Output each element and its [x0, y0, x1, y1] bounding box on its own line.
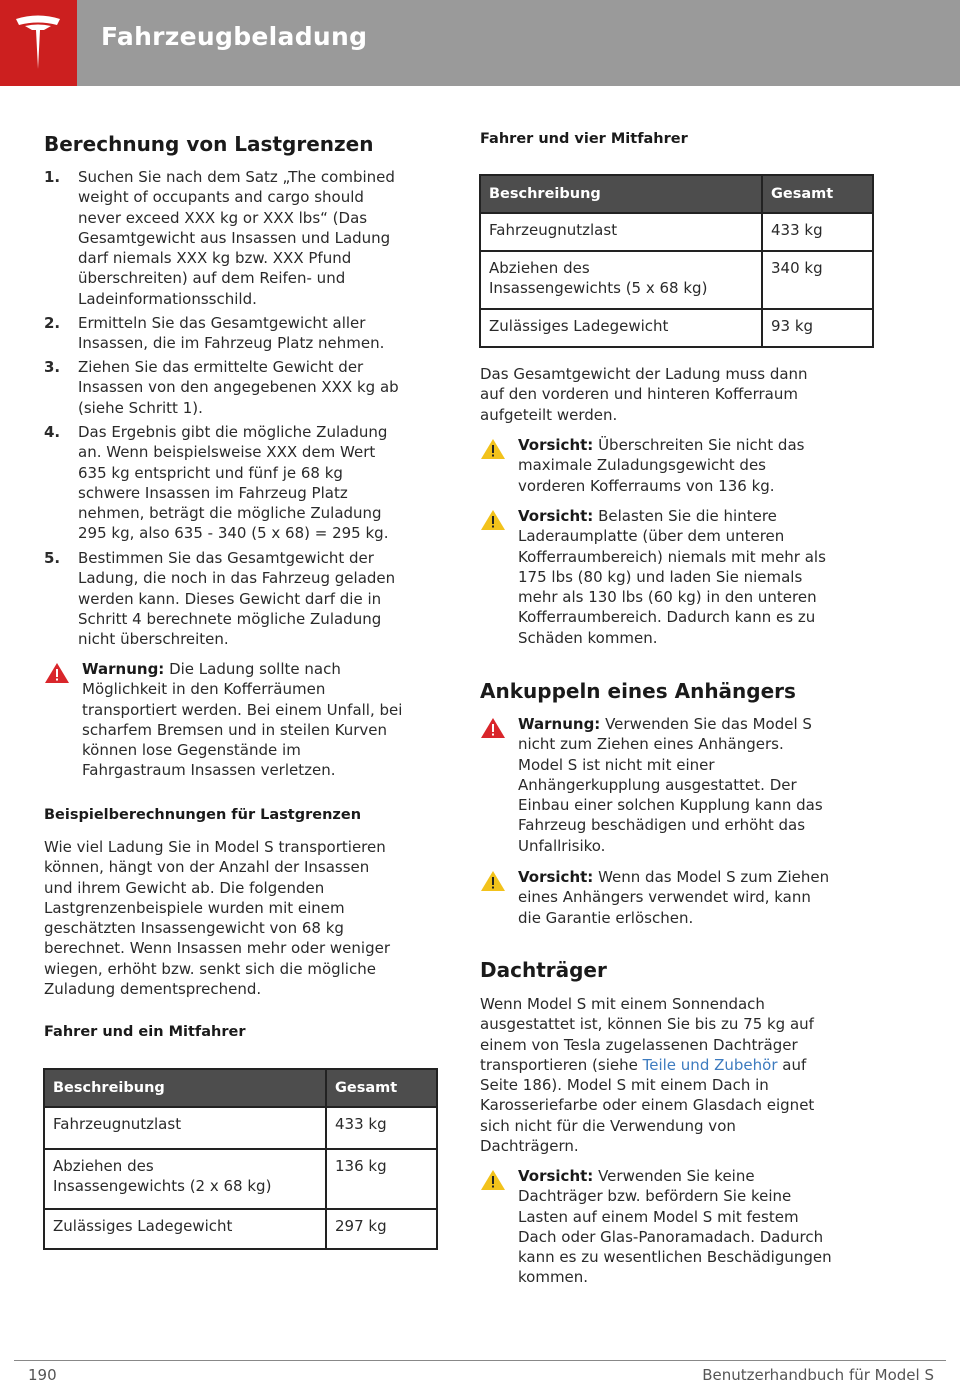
caution-label: Vorsicht:	[518, 1167, 594, 1185]
step-text	[78, 422, 444, 544]
caution-line: eines Anhängers verwendet wird, kann	[518, 888, 811, 907]
paragraph-text: transportieren (siehe	[480, 1055, 643, 1074]
cell-description	[480, 213, 762, 251]
cell-line: Fahrzeugnutzlast	[53, 1115, 182, 1133]
warning-line: Einbau einer solchen Kupplung kann das	[518, 796, 823, 815]
table-two-occupants	[43, 1068, 438, 1250]
step-text	[78, 357, 444, 418]
caution-line: Belasten Sie die hintere	[593, 507, 777, 525]
step-line: 635 kg entspricht und fünf je 68 kg	[78, 463, 343, 482]
step-line: Ermitteln Sie das Gesamtgewicht aller	[78, 314, 366, 332]
paragraph-line: Lastgrenzenbeispiele wurden mit einem	[44, 898, 345, 917]
step-number: 3.	[44, 358, 61, 376]
caution-text	[518, 867, 829, 928]
caution-icon	[480, 870, 506, 892]
step-line: Ziehen Sie das ermittelte Gewicht der	[78, 358, 364, 376]
paragraph-line: berechnet. Wenn Insassen mehr oder weniger	[44, 939, 390, 958]
subheading-examples: Beispielberechnungen für Lastgrenzen	[44, 807, 362, 823]
footer-divider	[14, 1360, 946, 1361]
column-header-total: Gesamt	[762, 175, 873, 213]
caution-line: die Garantie erlöschen.	[518, 908, 694, 927]
step-line: nicht überschreiten.	[78, 630, 229, 649]
step-text	[78, 313, 444, 354]
warning-line: Fahrzeug beschädigen und erhöht das	[518, 816, 806, 835]
warning-line: Möglichkeit in den Kofferräumen	[82, 680, 326, 699]
table-row	[44, 1107, 437, 1149]
footer-title: Benutzerhandbuch für Model S	[702, 1366, 934, 1384]
paragraph-line: ausgestattet ist, können Sie bis zu 75 kg auf	[480, 1015, 814, 1034]
cell-line: Insassengewichts (5 x 68 kg)	[489, 279, 708, 298]
table-row	[480, 251, 873, 309]
step-line: (siehe Schritt 1).	[78, 398, 203, 417]
caution-text	[518, 435, 804, 496]
step-line: Insassen von den angegebenen XXX kg ab	[78, 378, 399, 397]
caution-line: Verwenden Sie keine	[593, 1167, 755, 1185]
section-heading-roof-rack: Dachträger	[480, 958, 607, 982]
caution-line: Laderaumplatte (über dem unteren	[518, 527, 785, 546]
paragraph-line: und ihrem Gewicht ab. Die folgenden	[44, 878, 325, 897]
section-heading-trailer: Ankuppeln eines Anhängers	[480, 679, 796, 703]
warning-line: Verwenden Sie das Model S	[600, 715, 812, 733]
step-line: überschreiten) auf dem Reifen- und	[78, 269, 346, 288]
caution-text	[518, 1166, 832, 1288]
column-header-description: Beschreibung	[480, 175, 762, 213]
step-line: never exceed XXX kg or XXX lbs“ (Das	[78, 208, 368, 227]
cell-description	[44, 1209, 326, 1249]
warning-label: Warnung:	[82, 660, 165, 678]
table-row	[44, 1209, 437, 1249]
cell-total: 93 kg	[762, 309, 873, 347]
caution-label: Vorsicht:	[518, 507, 594, 525]
caution-line: Dachträger bzw. befördern Sie keine	[518, 1187, 792, 1206]
table-header-row	[480, 175, 873, 213]
cell-description	[44, 1149, 326, 1209]
step-number: 4.	[44, 423, 61, 441]
step-line: darf niemals XXX kg bzw. XXX Pfund	[78, 249, 352, 268]
caution-line: kann es zu wesentlichen Beschädigungen	[518, 1248, 832, 1267]
cell-line: Zulässiges Ladegewicht	[53, 1217, 233, 1235]
paragraph-line: Wie viel Ladung Sie in Model S transportieren	[44, 838, 386, 856]
paragraph-line: einem von Tesla zugelassenen Dachträger	[480, 1035, 798, 1054]
caution-line: mehr als 130 lbs (60 kg) in den unteren	[518, 588, 817, 607]
warning-icon	[480, 717, 506, 739]
step-number: 5.	[44, 549, 61, 567]
cell-total: 340 kg	[762, 251, 873, 309]
warning-line: scharfem Bremsen und in steilen Kurven	[82, 720, 387, 739]
table-heading-five-occupants: Fahrer und vier Mitfahrer	[480, 131, 688, 147]
table-five-occupants	[479, 174, 874, 348]
tesla-logo	[0, 0, 77, 86]
cell-line: Fahrzeugnutzlast	[489, 221, 618, 239]
cell-total: 433 kg	[762, 213, 873, 251]
table-row	[480, 213, 873, 251]
cell-total: 433 kg	[326, 1107, 437, 1149]
cell-total: 297 kg	[326, 1209, 437, 1249]
paragraph-line: aufgeteilt werden.	[480, 405, 618, 424]
cell-description	[44, 1107, 326, 1149]
paragraph-line: wiegen, erhöht bzw. senkt sich die mögliche	[44, 959, 376, 978]
caution-line: Lasten auf einem Model S mit festem	[518, 1207, 799, 1226]
paragraph-line: geschätzten Insassengewicht von 68 kg	[44, 919, 344, 938]
step-line: Bestimmen Sie das Gesamtgewicht der	[78, 549, 374, 567]
warning-line: Anhängerkupplung ausgestattet. Der	[518, 775, 797, 794]
caution-icon	[480, 438, 506, 460]
caution-line: Wenn das Model S zum Ziehen	[593, 868, 830, 886]
step-line: Ladung, die noch in das Fahrzeug geladen	[78, 569, 396, 588]
cell-line: Abziehen des	[53, 1157, 154, 1175]
paragraph-line: sich nicht für die Verwendung von	[480, 1116, 736, 1135]
section-heading-load-limits: Berechnung von Lastgrenzen	[44, 132, 374, 156]
step-line: Schritt 4 berechnete mögliche Zuladung	[78, 609, 382, 628]
step-line: an. Wenn beispielsweise XXX dem Wert	[78, 443, 376, 462]
caution-line: Kofferraumbereich. Dadurch kann es zu	[518, 608, 816, 627]
warning-line: Die Ladung sollte nach	[164, 660, 341, 678]
cell-description	[480, 309, 762, 347]
step-line: Suchen Sie nach dem Satz „The combined	[78, 168, 395, 186]
table-heading-two-occupants: Fahrer und ein Mitfahrer	[44, 1024, 246, 1040]
page-title: Fahrzeugbeladung	[101, 22, 368, 51]
cell-line: Insassengewichts (2 x 68 kg)	[53, 1177, 272, 1196]
caution-icon	[480, 1169, 506, 1191]
step-line: Ladeinformationsschild.	[78, 289, 257, 308]
caution-line: Kofferraumbereich) niemals mit mehr als	[518, 547, 826, 566]
paragraph-distribution	[480, 364, 880, 425]
warning-icon	[44, 662, 70, 684]
paragraph-text: auf	[777, 1055, 807, 1074]
warning-line: Unfallrisiko.	[518, 836, 606, 855]
step-line: werden kann. Dieses Gewicht darf die in	[78, 589, 382, 608]
caution-line: vorderen Kofferraums von 136 kg.	[518, 476, 775, 495]
paragraph-line: auf den vorderen und hinteren Kofferraum	[480, 385, 798, 404]
step-line: 295 kg, also 635 - 340 (5 x 68) = 295 kg.	[78, 524, 389, 543]
warning-text	[82, 659, 402, 781]
step-number: 1.	[44, 168, 61, 186]
paragraph-line: Dachträgern.	[480, 1137, 579, 1156]
cell-line: Zulässiges Ladegewicht	[489, 317, 669, 335]
paragraph-line: Seite 186). Model S mit einem Dach in	[480, 1076, 769, 1095]
caution-text	[518, 506, 826, 648]
caution-line: 175 lbs (80 kg) und laden Sie niemals	[518, 567, 803, 586]
step-line: Insassen, die im Fahrzeug Platz nehmen.	[78, 334, 385, 353]
warning-line: Fahrgastraum Insassen verletzen.	[82, 761, 336, 780]
column-header-description: Beschreibung	[44, 1069, 326, 1107]
paragraph-roof-rack	[480, 994, 880, 1156]
step-number: 2.	[44, 314, 61, 332]
table-row	[480, 309, 873, 347]
column-header-total: Gesamt	[326, 1069, 437, 1107]
caution-line: maximale Zuladungsgewicht des	[518, 456, 766, 475]
table-header-row	[44, 1069, 437, 1107]
paragraph-line: Karosseriefarbe oder einem Glasdach eignet	[480, 1096, 815, 1115]
step-text	[78, 548, 444, 649]
step-text	[78, 167, 444, 309]
cell-total: 136 kg	[326, 1149, 437, 1209]
warning-line: Model S ist nicht mit einer	[518, 755, 715, 774]
warning-line: können lose Gegenstände im	[82, 741, 301, 760]
cell-description	[480, 251, 762, 309]
page-header	[0, 0, 960, 86]
paragraph-line: Zuladung dementsprechend.	[44, 980, 262, 999]
caution-line: kommen.	[518, 1268, 589, 1287]
step-line: Gesamtgewicht aus Insassen und Ladung	[78, 228, 391, 247]
warning-label: Warnung:	[518, 715, 601, 733]
caution-icon	[480, 509, 506, 531]
caution-line: Schäden kommen.	[518, 628, 658, 647]
cell-line: Abziehen des	[489, 259, 590, 277]
warning-text	[518, 714, 823, 856]
step-line: weight of occupants and cargo should	[78, 188, 364, 207]
caution-label: Vorsicht:	[518, 868, 594, 886]
paragraph-line: Wenn Model S mit einem Sonnendach	[480, 995, 765, 1013]
caution-line: Überschreiten Sie nicht das	[593, 436, 805, 454]
warning-line: nicht zum Ziehen eines Anhängers.	[518, 735, 784, 754]
link-parts-accessories[interactable]: Teile und Zubehör	[642, 1055, 778, 1074]
paragraph-line	[480, 1055, 880, 1075]
table-row	[44, 1149, 437, 1209]
caution-line: Dach oder Glas-Panoramadach. Dadurch	[518, 1227, 824, 1246]
paragraph-line: können, hängt von der Anzahl der Insassen	[44, 858, 370, 877]
caution-label: Vorsicht:	[518, 436, 594, 454]
page-number: 190	[28, 1366, 57, 1384]
warning-line: transportiert werden. Bei einem Unfall, bei	[82, 700, 403, 719]
tesla-logo-icon	[13, 15, 63, 71]
step-line: Das Ergebnis gibt die mögliche Zuladung	[78, 423, 388, 441]
paragraph-line: Das Gesamtgewicht der Ladung muss dann	[480, 365, 808, 383]
step-line: nehmen, beträgt die mögliche Zuladung	[78, 504, 382, 523]
paragraph-examples	[44, 837, 444, 999]
step-line: schwere Insassen im Fahrzeug Platz	[78, 483, 348, 502]
